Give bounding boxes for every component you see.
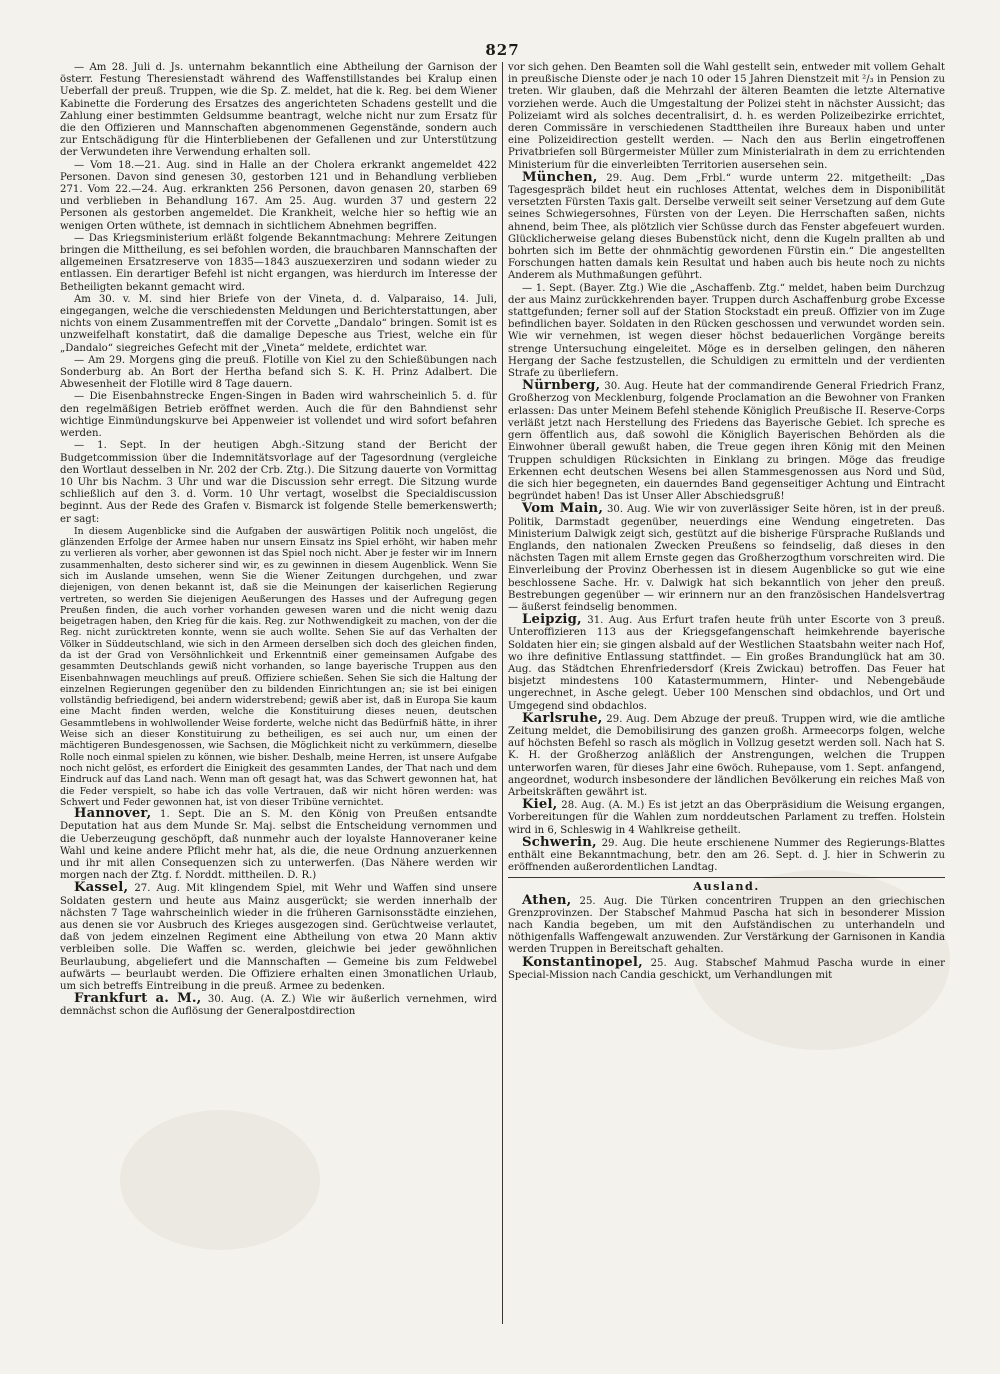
article-text: In diesem Augenblicke sind die Aufgaben der auswärtigen Politik noch ungelöst, die glänzenden Erfolge der Armee haben nur unsern Einsatz ins Spiel erhöht, wir haben mehr zu verlieren als vorher, aber gewonnen ist das Spiel noch nicht. Aber je fester wir im Innern zusammenhalten, desto sicherer sind wir, es zu gewinnen in diesem Augenblick. Wenn Sie sich im Auslande umsehen, wenn Sie die Wiener Zeitungen durchgehen, und zwar diejenigen, von denen bekannt ist, daß sie die Meinungen der kaiserlichen Regierung vertreten, so werden Sie diejenigen Aeußerungen des Hasses und der Aufregung gegen Preußen finden, die auch vorher vorhanden gewesen waren und die nicht wenig dazu beigetragen haben, den Krieg für die kais. Reg. zur Nothwendigkeit zu machen, von der die Reg. nicht zurücktreten konnte, wenn sie auch wollte. Sehen Sie auf das Verhalten der Völker in Süddeutschland, wie sich in den Armeen derselben sich doch des gleichen finden, da ist der Grad von Versöhnlichkeit und Erkenntniß einer gemeinsamen Aufgabe des gesammten Deutschlands gewiß nicht vorhanden, so lange bayerische Truppen aus den Eisenbahnwagen meuchlings auf preuß. Offiziere schießen. Sehen Sie sich die Haltung der einzelnen Regierungen gegenüber den zu bildenden Einrichtungen an; sie ist bei einigen vollständig befriedigend, bei andern widerstrebend; gewiß aber ist, daß in Europa Sie kaum eine Macht finden werden, welche die Konstituirung dieses neuen, deutschen Gesammtlebens in wohlwollender Weise forderte, welche nicht das Bedürfniß hätte, in ihrer Weise sich an dieser Konstituirung zu betheiligen, es sei auch nur, um einen der mächtigeren Bundesgenossen, wie Sachsen, die Möglichkeit nicht zu verkümmern, dieselbe Rolle noch einmal spielen zu können, wie bisher. Deshalb, meine Herren, ist unsere Aufgabe noch nicht gelöst, es erfordert die Einigkeit des gesammten Landes, der That nach und dem Eindruck auf das Land nach. Wenn man oft gesagt hat, was das Schwert gewonnen hat, hat die Feder verspielt, so habe ich das volle Vertrauen, daß wir nicht hören werden: was Schwert und Feder gewonnen hat, ist von dieser Tribüne vernichtet. [60,525,497,808]
page-number: 827 [485,41,520,59]
article-paragraph [508,380,945,503]
section-heading: Ausland. [508,877,945,892]
article-text: 28. Aug. (A. M.) Es ist jetzt an das Oberpräsidium die Weisung ergangen, Vorbereitungen für die Wahlen zum norddeutschen Parlament zu treffen. Holstein wird in 6, Schleswig in 4 Wahlkreise getheilt. [508,800,945,836]
article-text: — 1. Sept. (Bayer. Ztg.) Wie die „Aschaffenb. Ztg.“ meldet, haben beim Durchzug der aus Mainz zurückkehrenden bayer. Truppen durch Aschaffenburg grobe Excesse stattgefunden; ferner soll auf der Station Stockstadt ein preuß. Offizier von im Zuge befindlichen bayer. Soldaten in den Rücken geschossen und verwundet worden sein. Wie wir vernehmen, ist wegen dieser höchst bedauerlichen Vorgänge bereits strenge Untersuchung eingeleitet. Möge es in derselben gelingen, den näheren Hergang der Sache festzustellen, die Schuldigen zu ermitteln und der verdienten Strafe zu überliefern. [508,282,945,380]
article-text: 29. Aug. Dem „Frbl.“ wurde unterm 22. mitgetheilt: „Das Tagesgespräch bildet heut ein ruchloses Attentat, welches dem in Disponibilität versetzten Fürsten Taxis galt. Derselbe verweilt seit seiner Versetzung auf dem Gute seines Schwiegersohnes, Fürsten von der Leyen. Die Herrschaften saßen, nichts ahnend, beim Thee, als plötzlich vier Schüsse durch das Fenster abgefeuert wurden. Glücklicherweise gelang dieses Bubenstück nicht, denn die Kugeln prallten ab und bohrten sich im Bette der ohnmächtig gewordenen Fürstin ein.“ Die angestellten Forschungen hatten damals kein Resultat und haben auch bis heute noch zu nichts Anderem als Muthmaßungen geführt. [508,172,945,282]
article-paragraph [60,440,497,525]
article-paragraph [508,503,945,614]
article-paragraph [508,892,945,957]
article-text: — Am 28. Juli d. Js. unternahm bekanntlich eine Abtheilung der Garnison der österr. Festung Theresienstadt während des Waffenstillstandes bei Kralup einen Ueberfall der preuß. Truppen, wie die Sp. Z. meldet, hat die k. Reg. bei dem Wiener Kabinette die Forderung des Ersatzes des angerichteten Schadens gestellt und die Zahlung einer bestimmten Geldsumme beantragt, welche nicht nur zum Ersatz für die den Offizieren und Mannschaften abgenommenen Gegenstände, sondern auch zur Entschädigung für die Hinterbliebenen der Gefallenen und zur Unterstützung der Verwundeten ihre Verwendung erhalten soll. [60,62,497,159]
dateline: Leipzig, [522,612,582,628]
article-text: — Die Eisenbahnstrecke Engen-Singen in Baden wird wahrscheinlich 5. d. für den regelmäßigen Betrieb eröffnet werden. Auch die für den Bahndienst sehr wichtige Einmündungskurve bei Appenweier ist vollendet und wird sofort befahren werden. [60,391,497,440]
article-text: — Am 29. Morgens ging die preuß. Flotille von Kiel zu den Schießübungen nach Sonderburg ab. An Bort der Hertha befand sich S. K. H. Prinz Adalbert. Die Abwesenheit der Flotille wird 8 Tage dauern. [60,354,497,391]
article-text: 25. Aug. Stabschef Mahmud Pascha wurde in einer Special-Mission nach Candia geschickt, um Verhandlungen mit [508,957,945,981]
article-text: — 1. Sept. In der heutigen Abgh.-Sitzung stand der Bericht der Budgetcommission über die Indemnitätsvorlage auf der Tagesordnung (vergleiche den Wortlaut desselben in Nr. 202 der Crb. Ztg.). Die Sitzung dauerte von Vormittag 10 Uhr bis Nachm. 3 Uhr und war die Discussion sehr erregt. Die Sitzung wurde schließlich auf den 3. d. Vorm. 10 Uhr vertagt, woselbst die Specialdiscussion beginnt. Aus der Rede des Grafen v. Bismarck ist folgende Stelle bemerkenswerth; er sagt: [60,440,497,525]
article-text: 29. Aug. Die heute erschienene Nummer des Regierungs-Blattes enthält eine Bekanntmachung, betr. den am 26. Sept. d. J. hier in Schwerin zu eröffnenden außerordentlichen Landtag. [508,837,945,874]
article-paragraph [508,954,945,982]
article-paragraph [508,169,945,283]
article-paragraph [508,283,945,381]
dateline: Konstantinopel, [522,954,643,970]
article-paragraph [60,993,497,1018]
dateline: München, [522,169,598,185]
article-text: 30. Aug. (A. Z.) Wie wir äußerlich vernehmen, wird demnächst schon die Auflösung der Generalpostdirection [60,994,497,1018]
article-text: 29. Aug. Dem Abzuge der preuß. Truppen wird, wie die amtliche Zeitung meldet, die Demobilisirung des ganzen großh. Armeecorps folgen, welche auf höchsten Befehl so rasch als möglich in Vollzug gesetzt werden soll. Nach hat S. K. H. der Großherzog anläßlich der Anstrengungen, welchen die Truppen unterworfen waren, für dieses Jahr eine 6wöch. Ruhepause, vom 1. Sept. anfangend, angeordnet, wodurch insbesondere der ländlichen Bevölkerung ein reiches Maß von Arbeitskräften gewährt ist. [508,713,945,798]
article-text: 30. Aug. Heute hat der commandirende General Friedrich Franz, Großherzog von Mecklenburg, folgende Proclamation an die Bewohner von Franken erlassen: Das unter Meinem Befehl stehende Königlich Preußische II. Reserve-Corps verläßt jetzt nach Herstellung des Friedens das Bayerische Gebiet. Ich spreche es gern öffentlich aus, daß sowohl die Königlich Bayerischen Behörden als die Einwohner überall gewußt haben, die Treue gegen ihren König mit den Meinen Truppen schuldigen Rücksichten in Einklang zu bringen. Möge das freudige Erkennen echt deutschen Wesens bei allen Stammesgenossen aus Nord und Süd, die sich hier begegneten, ein dauerndes Band gegenseitiger Achtung und Eintracht begründet haben! Das ist Unser Aller Abschiedsgruß! [508,381,945,503]
columns [60,62,945,1324]
article-text: 31. Aug. Aus Erfurt trafen heute früh unter Escorte von 3 preuß. Unteroffizieren 113 aus der Kriegsgefangenschaft heimkehrende bayerische Soldaten hier ein; sie gingen alsbald auf der Westlichen Staatsbahn weiter nach Hof, wo ihre definitive Entlassung stattfindet. — Ein großes Brandunglück hat am 30. Aug. das Städtchen Ehrenfriedersdorf (Kreis Zwickau) betroffen. Das Feuer hat bisjetzt mindestens 100 Katastermummern, Hinter- und Nebengebäude ungerechnet, in Asche gelegt. Ueber 100 Menschen sind obdachlos, und Ort und Umgegend sind obdachlos. [508,615,945,712]
left-column [60,62,503,1324]
article-text: 30. Aug. Wie wir von zuverlässiger Seite hören, ist in der preuß. Politik, Darmstadt gegenüber, neuerdings eine Wendung eingetreten. Das Ministerium Dalwigk zeigt sich, gestützt auf die bisherige Fürsprache Rußlands und Englands, den nationalen Zwecken Preußens so feindselig, daß dieses in den nächsten Tagen mit allem Ernste gegen das Großherzogthum vorschreiten wird. Die Einverleibung der Provinz Oberhessen ist in diesem Augenblicke so gut wie eine beschlossene Sache. Hr. v. Dalwigk hat sich bekanntlich von jeher den preuß. Bestrebungen gegenüber — wir erinnern nur an den französischen Handelsvertrag — äußerst feindselig benommen. [508,504,945,613]
dateline: Frankfurt a. M., [74,991,202,1007]
article-paragraph [508,62,945,172]
article-text: — Vom 18.—21. Aug. sind in Halle an der Cholera erkrankt angemeldet 422 Personen. Davon sind genesen 30, gestorben 121 und in Behandlung verblieben 271. Vom 22.—24. Aug. erkrankten 256 Personen, davon genasen 20, starben 69 und verblieben in Behandlung 167. Am 25. Aug. wurden 37 und gestern 22 Personen als gestorben angemeldet. Die Krankheit, welche hier so heftig wie an wenigen Orten wüthete, ist demnach in sichtlichem Abnehmen begriffen. [60,159,497,232]
article-text: 1. Sept. Die an S. M. den König von Preußen entsandte Deputation hat aus dem Munde Sr. Maj. selbst die Entscheidung vernommen und die Ueberzeugung geschöpft, daß nunmehr auch der loyalste Hannoveraner keine Wahl und keine andere Pflicht mehr hat, als die, die neue Ordnung anzuerkennen und ihr mit allen Consequenzen sich zu unterwerfen. (Das Nähere werden wir morgen nach der Ztg. f. Norddt. mittheilen. D. R.) [60,809,497,882]
article-paragraph [60,526,497,808]
dateline: Kiel, [522,797,558,813]
article-text: 25. Aug. Die Türken concentriren Truppen an den griechischen Grenzprovinzen. Der Stabschef Mahmud Pascha hat sich in besonderer Mission nach Kandia begeben, um mit den Aufständischen zu unterhandeln und nöthigenfalls Waffengewalt anzuwenden. Zur Verstärkung der Garnisonen in Kandia werden Truppen in Bereitschaft gehalten. [508,895,945,956]
dateline: Vom Main, [522,501,604,517]
dateline: Schwerin, [522,834,597,850]
article-text: vor sich gehen. Den Beamten soll die Wahl gestellt sein, entweder mit vollem Gehalt in preußische Dienste oder je nach 10 oder 15 Jahren Dienstzeit mit ²/₃ in Pension zu treten. Wir glauben, daß die Mehrzahl der älteren Beamten die letzte Alternative vorziehen werde. Auch die Umgestaltung der Polizei steht in nächster Aussicht; das Polizeiamt wird als solches decentralisirt, d. h. es werden Polizeibezirke errichtet, deren Commissäre in verschiedenen Stadttheilen ihre Bureaux haben und unter eine Polizeidirection gestellt werden. — Nach den aus Berlin eingetroffenen Privatbriefen soll Bürgermeister Müller zum Ministerialrath in dem zu errichtenden Ministerium für die einverleibten Territorien ausersehen sein. [508,62,945,171]
article-paragraph [60,160,497,233]
article-paragraph [60,882,497,993]
article-paragraph [60,294,497,355]
article-paragraph [508,834,945,875]
newspaper-page [60,38,945,1328]
dateline: Nürnberg, [522,378,601,394]
dateline: Kassel, [74,880,129,896]
article-paragraph [60,355,497,392]
article-paragraph [60,62,497,160]
article-paragraph [508,614,945,713]
article-text: Am 30. v. M. sind hier Briefe von der Vineta, d. d. Valparaiso, 14. Juli, eingegangen, welche die verschiedensten Meldungen und Berichterstattungen, aber nichts von einem Zusammentreffen mit der Corvette „Dandalo“ bringen. Somit ist es unzweifelhaft konstatirt, daß die damalige Depesche aus Triest, welche ein für „Dandalo“ siegreiches Gefecht mit der „Vineta“ meldete, erdichtet war. [60,293,497,354]
article-text: — Das Kriegsministerium erläßt folgende Bekanntmachung: Mehrere Zeitungen bringen die Mittheilung, es sei befohlen worden, die brauchbaren Mannschaften der allgemeinen Ersatzreserve von 1835—1843 auszuexerziren und sodann wieder zu entlassen. Ein derartiger Befehl ist nicht ergangen, was hierdurch im Interesse der Betheiligten bekannt gemacht wird. [60,232,497,293]
article-paragraph [60,391,497,440]
dateline: Karlsruhe, [522,710,603,726]
dateline: Athen, [522,892,572,908]
dateline: Hannover, [74,806,152,822]
right-column [503,62,945,1324]
article-paragraph [60,233,497,294]
article-paragraph [508,710,945,799]
article-paragraph [508,799,945,837]
article-text: 27. Aug. Mit klingendem Spiel, mit Wehr und Waffen sind unsere Soldaten gestern und heute aus Mainz ausgerückt; sie werden innerhalb der nächsten 7 Tage wahrscheinlich wieder in die früheren Garnisonsstädte einziehen, aus denen sie vor Ausbruch des Krieges ausgezogen sind. Gerüchtweise verlautet, daß von jedem einzelnen Regiment eine Abtheilung von etwa 20 Mann aktiv verbleiben solle. Die Waffen sc. werden, gleichwie bei jeder gewöhnlichen Beurlaubung, abgeliefert und die Mannschaften — Gemeine bis zum Feldwebel aufwärts — beurlaubt werden. Die Offiziere erhalten einen 3monatlichen Urlaub, um sich betreffs Eintreibung in die preuß. Armee zu bedenken. [60,883,497,992]
article-paragraph [60,808,497,882]
